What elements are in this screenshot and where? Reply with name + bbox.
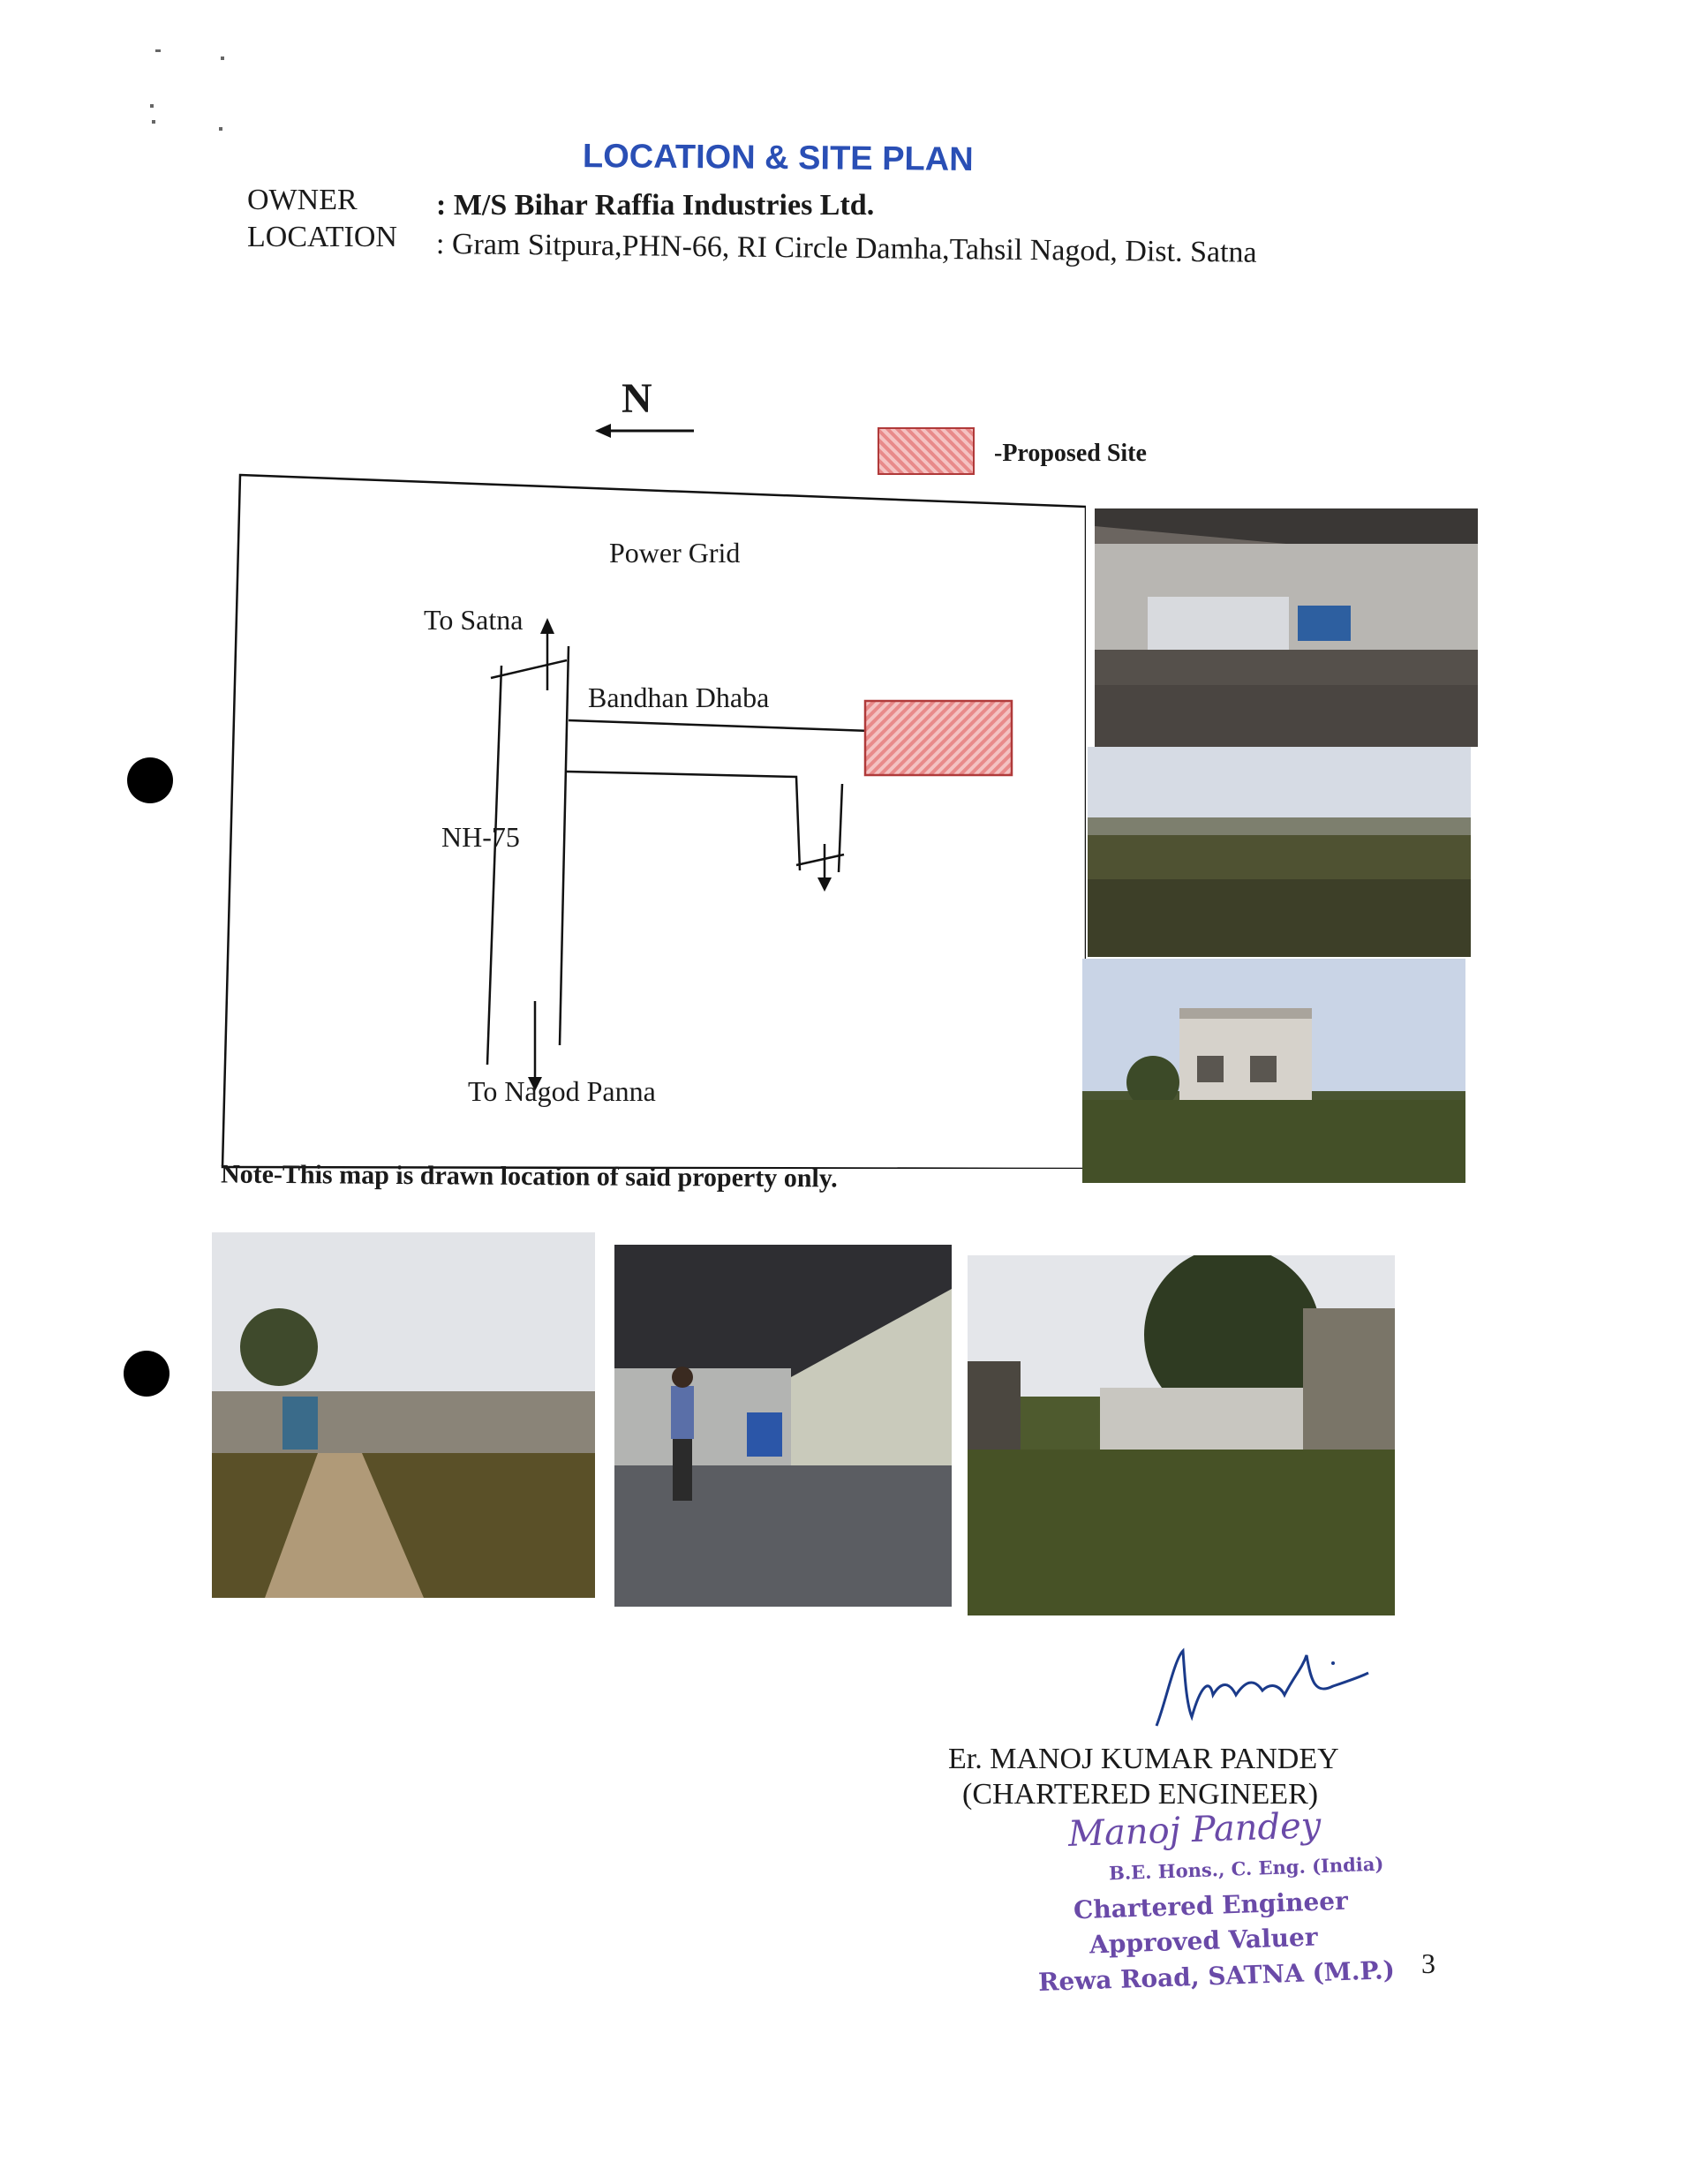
site-photo-office-building bbox=[1082, 959, 1465, 1183]
site-photo-shed-interior bbox=[1095, 508, 1478, 747]
site-photo-field-powerlines bbox=[1088, 747, 1471, 957]
map-note: Note-This map is drawn location of said property only. bbox=[220, 1159, 838, 1194]
page-title: LOCATION & SITE PLAN bbox=[582, 138, 974, 178]
scan-speck bbox=[219, 127, 222, 131]
owner-value: : M/S Bihar Raffia Industries Ltd. bbox=[436, 189, 875, 222]
map-label-to-nagod-panna: To Nagod Panna bbox=[468, 1075, 656, 1107]
stamp-line-valuer: Approved Valuer bbox=[1089, 1922, 1319, 1960]
location-value: : Gram Sitpura,PHN-66, RI Circle Damha,Tahsil Nagod, Dist. Satna bbox=[435, 228, 1257, 269]
map-label-to-satna: To Satna bbox=[424, 604, 524, 636]
north-arrow-icon bbox=[593, 418, 699, 443]
site-map bbox=[221, 473, 1086, 1169]
map-label-power-grid: Power Grid bbox=[609, 537, 741, 569]
page-number: 3 bbox=[1421, 1947, 1435, 1979]
site-photo-boundary-wall bbox=[968, 1255, 1395, 1615]
location-label: LOCATION bbox=[247, 221, 397, 253]
owner-label: OWNER bbox=[247, 184, 358, 216]
scan-speck bbox=[150, 104, 154, 108]
stamp-line-chartered: Chartered Engineer bbox=[1073, 1886, 1349, 1925]
scan-speck bbox=[152, 120, 155, 124]
stamp-name: Manoj Pandey bbox=[1067, 1805, 1322, 1855]
map-label-highway: NH-75 bbox=[441, 821, 520, 853]
site-photo-entrance-road bbox=[212, 1232, 595, 1598]
scan-speck bbox=[221, 56, 224, 60]
punch-hole bbox=[124, 1351, 170, 1397]
stamp-qualifications: B.E. Hons., C. Eng. (India) bbox=[1108, 1852, 1384, 1885]
scan-speck bbox=[155, 49, 161, 52]
proposed-site-swatch bbox=[878, 427, 975, 475]
engineer-title: (CHARTERED ENGINEER) bbox=[962, 1778, 1319, 1811]
engineer-name: Er. MANOJ KUMAR PANDEY bbox=[948, 1743, 1339, 1775]
north-label: N bbox=[622, 375, 652, 422]
proposed-site-label: -Proposed Site bbox=[994, 440, 1147, 467]
engineer-signature bbox=[1148, 1642, 1377, 1739]
punch-hole bbox=[127, 757, 173, 803]
stamp-address: Rewa Road, SATNA (M.P.) bbox=[1037, 1954, 1396, 1998]
map-label-bandhan-dhaba: Bandhan Dhaba bbox=[588, 682, 770, 713]
site-photo-shed-with-person bbox=[614, 1245, 952, 1607]
